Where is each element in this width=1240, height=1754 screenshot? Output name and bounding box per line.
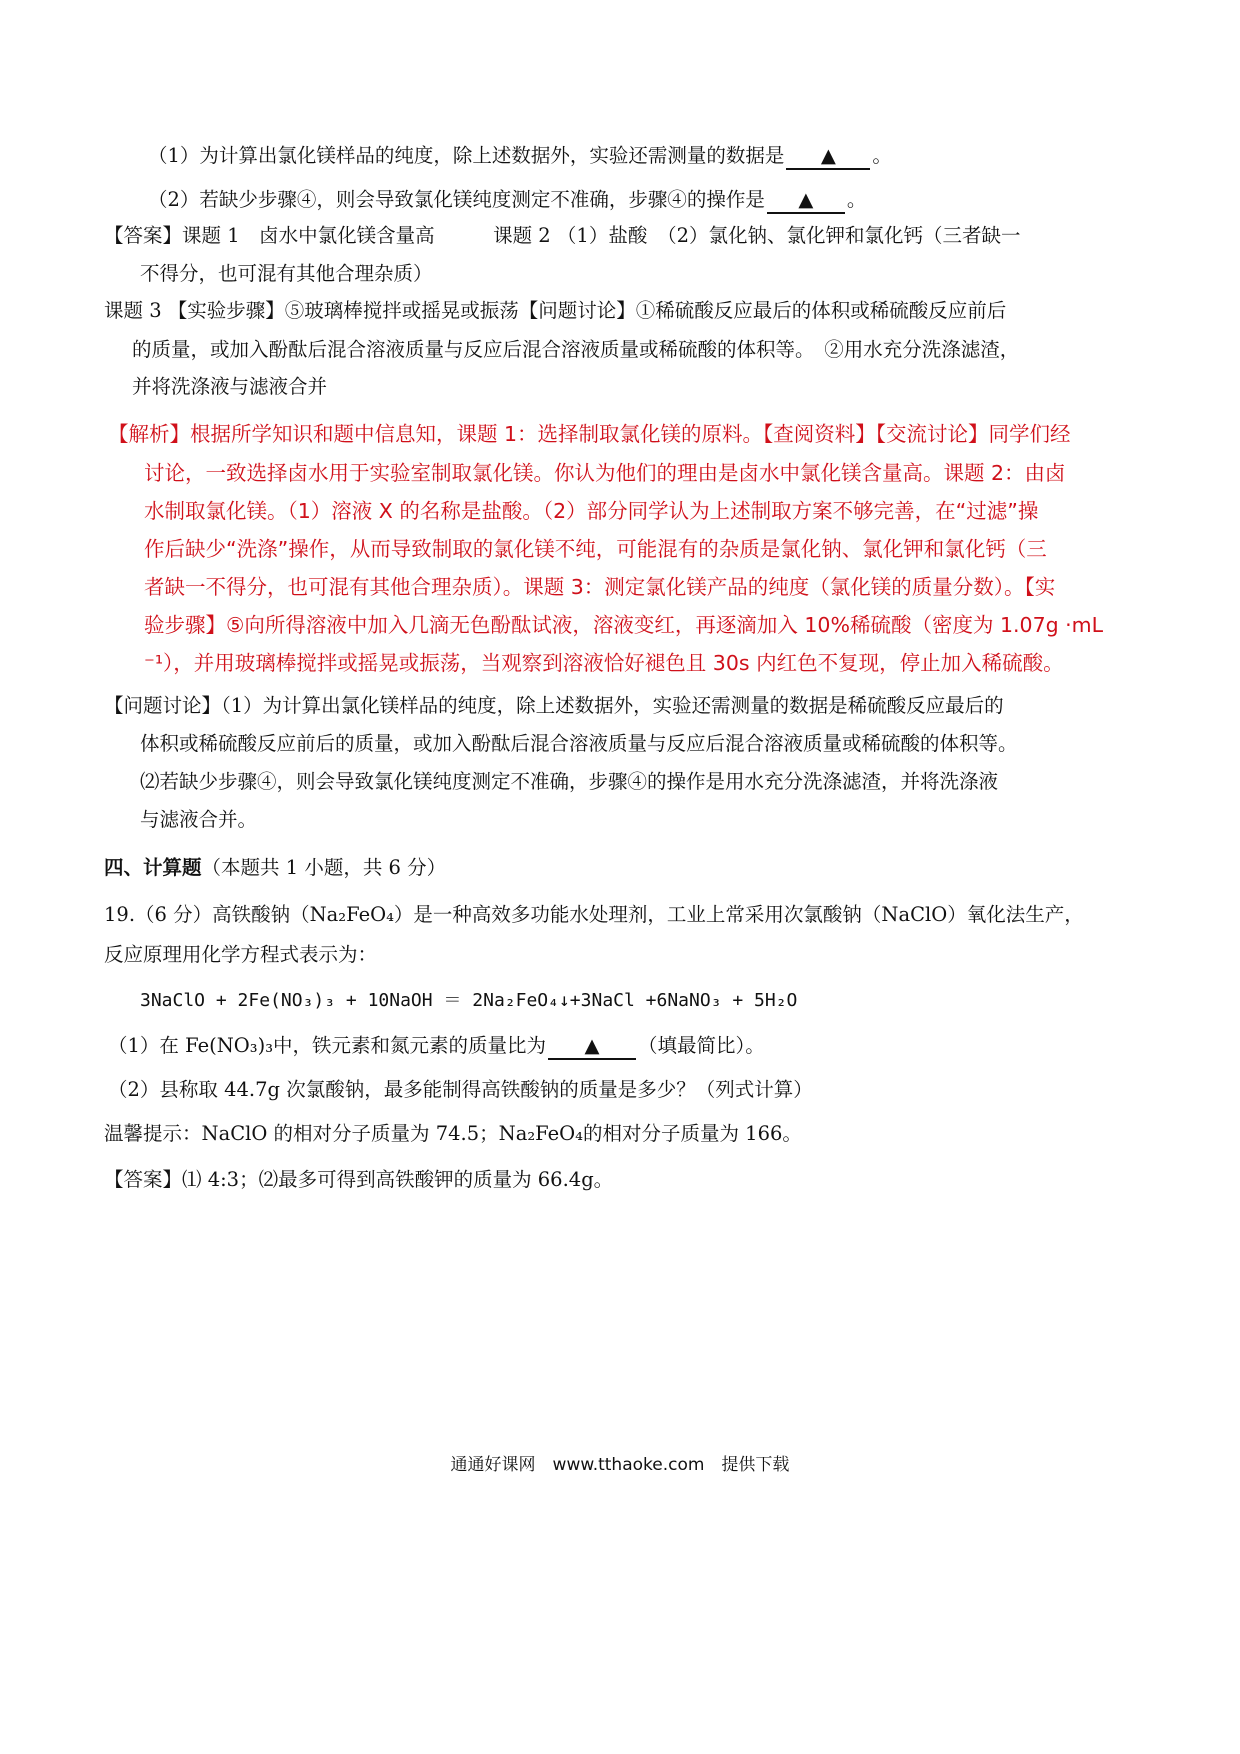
- answer-line-5: 并将洗涤液与滤液合并: [132, 375, 328, 398]
- analysis-line-5: 者缺一不得分，也可混有其他合理杂质）。课题 3：测定氯化镁产品的纯度（氯化镁的质量分数）。【实: [144, 575, 1056, 599]
- chemical-equation: 3NaClO + 2Fe(NO₃)₃ + 10NaOH ＝ 2Na₂FeO₄↓+3NaCl +6NaNO₃ + 5H₂O: [140, 990, 798, 1011]
- question-part-2-text: （2）若缺少步骤④，则会导致氯化镁纯度测定不准确，步骤④的操作是: [148, 188, 765, 211]
- answer-blank: ▲: [786, 146, 870, 170]
- analysis-line-3: 水制取氯化镁。（1）溶液 X 的名称是盐酸。（2）部分同学认为上述制取方案不够完善，在“过滤”操: [144, 499, 1039, 523]
- tip: 温馨提示：NaClO 的相对分子质量为 74.5；Na₂FeO₄的相对分子质量为 166。: [104, 1122, 802, 1145]
- section-title: 四、计算题: [104, 856, 202, 879]
- punctuation: 。: [872, 144, 892, 167]
- discussion-line-4: 与滤液合并。: [140, 808, 258, 831]
- analysis-line-7: ⁻¹），并用玻璃棒搅拌或摇晃或振荡，当观察到溶液恰好褪色且 30s 内红色不复现，停止加入稀硫酸。: [144, 651, 1064, 675]
- section-heading: [104, 858, 446, 878]
- discussion-line-3: ⑵若缺少步骤④，则会导致氯化镁纯度测定不准确，步骤④的操作是用水充分洗涤滤渣，并将洗涤液: [140, 770, 999, 793]
- discussion-line-1: 【问题讨论】（1）为计算出氯化镁样品的纯度，除上述数据外，实验还需测量的数据是稀硫酸反应最后的: [104, 694, 1004, 717]
- answer-blank: ▲: [548, 1036, 636, 1060]
- question-19-sub-1-text: （1）在 Fe(NO₃)₃中，铁元素和氮元素的质量比为: [108, 1034, 547, 1057]
- question-19-sub-1: [108, 1036, 765, 1060]
- question-19-sub-1-end: （填最简比）。: [638, 1034, 765, 1057]
- answer-line-3: 课题 3 【实验步骤】⑤玻璃棒搅拌或摇晃或振荡【问题讨论】①稀硫酸反应最后的体积或稀硫酸反应前后: [104, 299, 1007, 322]
- question-19-sub-2: （2）县称取 44.7g 次氯酸钠，最多能制得高铁酸钠的质量是多少？（列式计算）: [108, 1078, 813, 1101]
- footer: 通通好课网 www.tthaoke.com 提供下载: [450, 1455, 790, 1475]
- final-answer: 【答案】⑴ 4:3；⑵最多可得到高铁酸钾的质量为 66.4g。: [104, 1168, 614, 1191]
- punctuation: 。: [846, 188, 867, 211]
- discussion-line-2: 体积或稀硫酸反应前后的质量，或加入酚酞后混合溶液质量与反应后混合溶液质量或稀硫酸的体积等。: [140, 732, 1018, 755]
- question-part-1-text: （1）为计算出氯化镁样品的纯度，除上述数据外，实验还需测量的数据是: [148, 144, 785, 167]
- analysis-line-6: 验步骤】⑤向所得溶液中加入几滴无色酚酞试液，溶液变红，再逐滴加入 10%稀硫酸（密度为 1.07g ·mL: [144, 613, 1104, 637]
- answer-line-4: 的质量，或加入酚酞后混合溶液质量与反应后混合溶液质量或稀硫酸的体积等。 ②用水充分洗涤滤渣，: [132, 338, 1020, 361]
- question-part-2: [148, 190, 866, 214]
- question-19-line-2: 反应原理用化学方程式表示为：: [104, 943, 378, 966]
- answer-line-1: 【答案】课题 1 卤水中氯化镁含量高 课题 2 （1）盐酸 （2）氯化钠、氯化钾和氯化钙（三者缺一: [104, 224, 1021, 247]
- analysis-line-1: 【解析】根据所学知识和题中信息知，课题 1：选择制取氯化镁的原料。【查阅资料】【交流讨论】同学们经: [108, 422, 1071, 446]
- analysis-line-2: 讨论，一致选择卤水用于实验室制取氯化镁。你认为他们的理由是卤水中氯化镁含量高。课题 2：由卤: [144, 461, 1066, 485]
- answer-blank: ▲: [767, 190, 845, 214]
- section-note: （本题共 1 小题，共 6 分）: [201, 856, 447, 879]
- answer-line-2: 不得分，也可混有其他合理杂质）: [140, 262, 433, 285]
- analysis-line-4: 作后缺少“洗涤”操作，从而导致制取的氯化镁不纯，可能混有的杂质是氯化钠、氯化钾和氯化钙（三: [144, 537, 1047, 561]
- question-part-1: [148, 146, 892, 170]
- question-19-line-1: 19.（6 分）高铁酸钠（Na₂FeO₄）是一种高效多功能水处理剂，工业上常采用次氯酸钠（NaClO）氧化法生产，: [104, 903, 1084, 926]
